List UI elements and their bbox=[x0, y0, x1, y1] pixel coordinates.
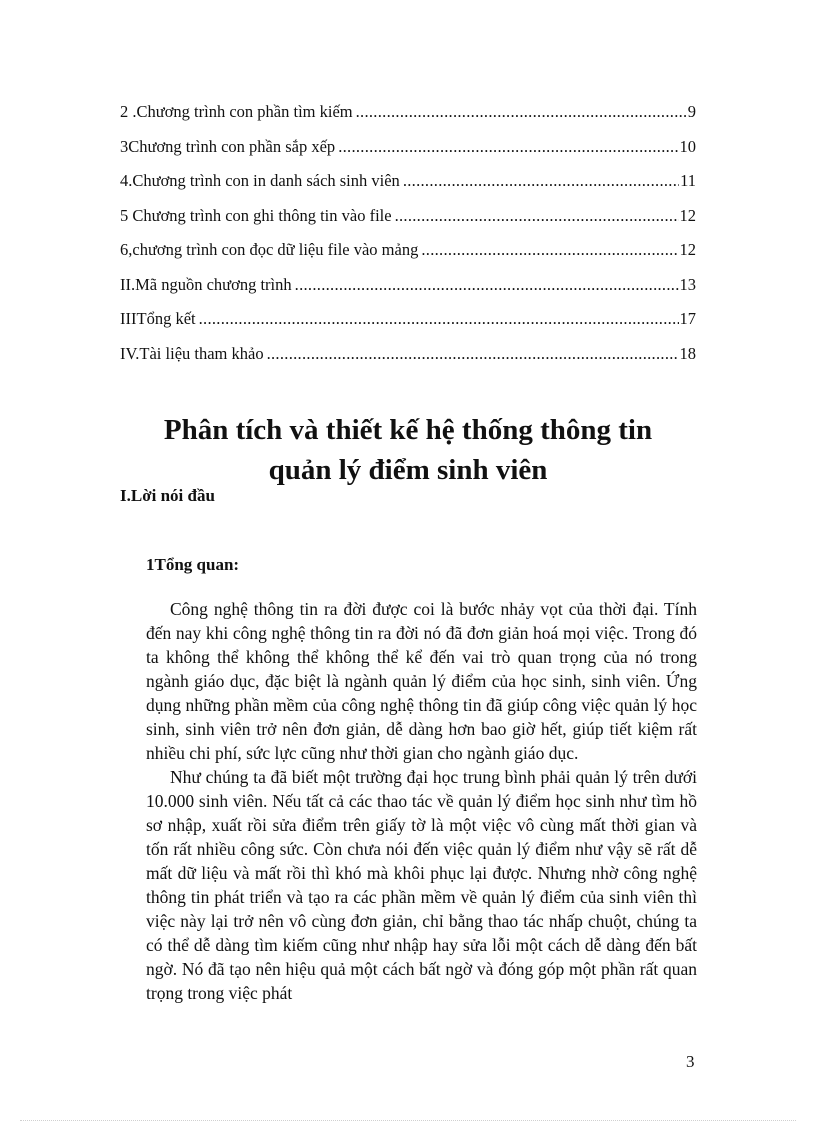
section-heading: I.Lời nói đầu bbox=[120, 486, 215, 505]
toc-entry-page: 12 bbox=[679, 205, 696, 225]
paragraph: Như chúng ta đã biết một trường đại học trung bình phải quản lý trên dưới 10.000 sinh viên. Nếu tất cả các thao tác về quản lý điểm học sinh như tìm hồ sơ nhập, xuất rồi sửa điểm trên giấy tờ là một việc vô cùng mất thời gian và tốn rất nhiều công sức. Còn chưa nói đến việc quản lý điểm như vậy sẽ rất dễ mất dữ liệu và mất rồi thì khó mà khôi phục lại được. Nhưng nhờ công nghệ thông tin phát triển và tạo ra các phần mềm về quản lý điểm của sinh viên thì việc này lại trở nên vô cùng đơn giản, chỉ bằng thao tác nhấp chuột, chúng ta có thể dễ dàng tìm kiếm cũng như nhập hay sửa lỗi một cách dễ dàng đến bất ngờ. Nó đã tạo nên hiệu quả một cách bất ngờ và đóng góp một phần rất quan trọng trong việc phát bbox=[146, 767, 697, 1003]
document-title-line-2: quản lý điểm sinh viên bbox=[268, 454, 548, 486]
toc-entry-title: II.Mã nguồn chương trình bbox=[120, 274, 292, 294]
toc-entry-page: 13 bbox=[679, 274, 696, 294]
document-title-line-1: Phân tích và thiết kế hệ thống thông tin bbox=[163, 414, 653, 446]
toc-entry-title: 5 Chương trình con ghi thông tin vào file bbox=[120, 205, 392, 225]
toc-leader-dots bbox=[267, 344, 679, 364]
page-bottom-divider bbox=[20, 1120, 796, 1121]
toc-entry-title: IIITổng kết bbox=[120, 309, 196, 328]
toc-entry[interactable] bbox=[120, 344, 696, 379]
toc-entry-page: 12 bbox=[679, 240, 696, 259]
toc-entry[interactable] bbox=[120, 275, 696, 310]
toc-leader-dots bbox=[338, 137, 678, 157]
toc-leader-dots bbox=[403, 171, 679, 191]
toc-entry[interactable] bbox=[120, 171, 696, 206]
toc-entry[interactable] bbox=[120, 240, 696, 275]
page-number: 3 bbox=[686, 1052, 695, 1071]
toc-entry-page: 9 bbox=[687, 102, 696, 121]
toc-entry-title: IV.Tài liệu tham khảo bbox=[120, 343, 264, 363]
toc-entry-title: 6,chương trình con đọc dữ liệu file vào mảng bbox=[120, 240, 419, 259]
toc-leader-dots bbox=[356, 102, 687, 122]
toc-entry[interactable] bbox=[120, 309, 696, 344]
toc-leader-dots bbox=[421, 240, 678, 260]
toc-entry-page: 10 bbox=[679, 136, 696, 156]
toc-entry[interactable] bbox=[120, 206, 696, 241]
table-of-contents bbox=[120, 102, 696, 378]
toc-leader-dots bbox=[199, 309, 679, 329]
toc-entry[interactable] bbox=[120, 102, 696, 137]
toc-entry-page: 17 bbox=[679, 309, 696, 328]
paragraph: Công nghệ thông tin ra đời được coi là bước nhảy vọt của thời đại. Tính đến nay khi công nghệ thông tin ra đời nó đã đơn giản hoá mọi việc. Trong đó ta không thể không thể không thể kể đến vai trò quan trọng của nó trong ngành giáo dục, đặc biệt là ngành quản lý điểm của học sinh, sinh viên. Ứng dụng những phần mềm của công nghệ thông tin đã giúp công việc quản lý học sinh, sinh viên trở nên đơn giản, dễ dàng hơn bao giờ hết, giúp tiết kiệm rất nhiều chi phí, sức lực cũng như thời gian cho ngành giáo dục. bbox=[146, 599, 697, 763]
toc-entry-title: 3Chương trình con phần sắp xếp bbox=[120, 136, 336, 156]
sub-heading: 1Tổng quan: bbox=[146, 555, 240, 574]
toc-leader-dots bbox=[295, 275, 679, 295]
toc-entry-title: 4.Chương trình con in danh sách sinh viên bbox=[120, 171, 400, 190]
toc-entry-title: 2 .Chương trình con phần tìm kiếm bbox=[120, 102, 353, 121]
toc-entry[interactable] bbox=[120, 137, 696, 172]
body-text bbox=[146, 597, 697, 1005]
toc-leader-dots bbox=[395, 206, 679, 226]
document-title bbox=[100, 410, 716, 490]
toc-entry-page: 18 bbox=[679, 343, 696, 363]
toc-entry-page: 11 bbox=[680, 171, 696, 190]
